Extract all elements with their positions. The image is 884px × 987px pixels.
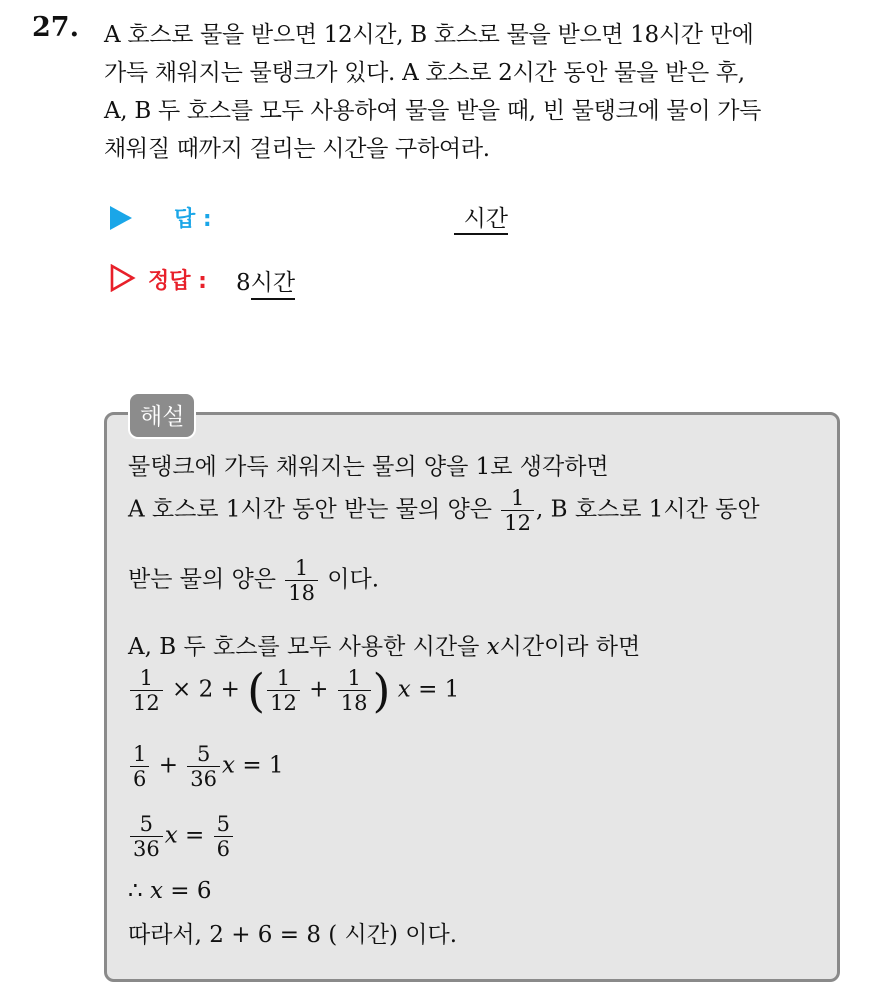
fraction [285,556,318,605]
denominator: 6 [130,766,149,791]
rhs: = 6 [170,878,212,904]
denominator: 6 [214,836,233,861]
therefore-symbol: ∴ [128,878,143,904]
fraction [267,666,300,715]
question-line: A, B 두 호스를 모두 사용하여 물을 받을 때, 빈 물탱크에 물이 가득 [104,98,762,124]
numerator: 1 [133,742,147,766]
text: 시간이라 하면 [499,634,641,660]
explanation-line-3 [128,556,379,605]
correct-answer-label: 정답 : [148,269,207,294]
question-line: A 호스로 물을 받으면 12시간, B 호스로 물을 받으면 18시간 만에 [104,22,754,48]
numerator: 1 [139,666,154,690]
right-paren: ) [372,663,391,718]
equation-3 [128,812,235,861]
rhs: = 1 [418,676,460,703]
denominator: 12 [501,510,534,535]
question-number: 27. [32,12,79,43]
denominator: 36 [187,766,220,791]
numerator: 1 [294,556,309,580]
fraction [187,742,220,791]
fraction [214,812,233,861]
operator: × 2 + [172,676,240,703]
conclusion: 따라서, 2 + 6 = 8 ( 시간) 이다. [128,922,458,948]
numerator: 5 [216,812,230,836]
numerator: 5 [196,742,211,766]
denominator: 12 [130,690,163,715]
variable: x [222,752,235,779]
variable: x [486,634,500,660]
question-line: 채워질 때까지 걸리는 시간을 구하여라. [104,136,490,162]
text: A, B 두 호스를 모두 사용한 시간을 [128,634,480,660]
fraction [130,742,149,791]
explanation-line-2 [128,486,760,535]
explanation-badge: 해설 [128,392,196,439]
denominator: 12 [267,690,300,715]
denominator: 18 [285,580,318,605]
numerator: 1 [276,666,291,690]
numerator: 1 [510,486,525,510]
variable: x [164,822,178,849]
fraction [338,666,371,715]
fraction [130,666,163,715]
correct-answer-number: 8 [236,270,251,296]
correct-answer-unit: 시간 [251,270,295,300]
answer-row [110,200,610,240]
play-triangle-icon [110,206,132,230]
explanation-line-4 [128,628,640,661]
variable: x [397,676,411,703]
denominator: 18 [338,690,371,715]
fraction [501,486,534,535]
explanation-line-1: 물탱크에 가득 채워지는 물의 양을 1로 생각하면 [128,454,609,480]
correct-answer-value [236,264,295,297]
numerator: 1 [347,666,361,690]
operator: + [309,676,329,703]
answer-blank[interactable]: 시간 [454,200,508,235]
text: , B 호스로 1시간 동안 [536,496,760,523]
numerator: 5 [139,812,154,836]
equation-2 [128,742,284,791]
operator: = [185,822,205,849]
text: A 호스로 1시간 동안 받는 물의 양은 [128,496,492,523]
outline-triangle-icon [110,264,136,292]
denominator: 36 [130,836,163,861]
rhs: = 1 [242,752,284,779]
correct-answer-row [110,262,510,302]
answer-label: 답 : [174,207,212,232]
text: 받는 물의 양은 [128,566,276,593]
question-line: 가득 채워지는 물탱크가 있다. A 호스로 2시간 동안 물을 받은 후, [104,60,745,86]
question-text [104,16,864,168]
fraction [130,812,163,861]
variable: x [149,878,163,904]
left-paren: ( [247,663,266,718]
operator: + [158,752,178,779]
equation-4 [128,878,211,904]
equation-1 [128,663,460,718]
text: 이다. [327,566,380,593]
